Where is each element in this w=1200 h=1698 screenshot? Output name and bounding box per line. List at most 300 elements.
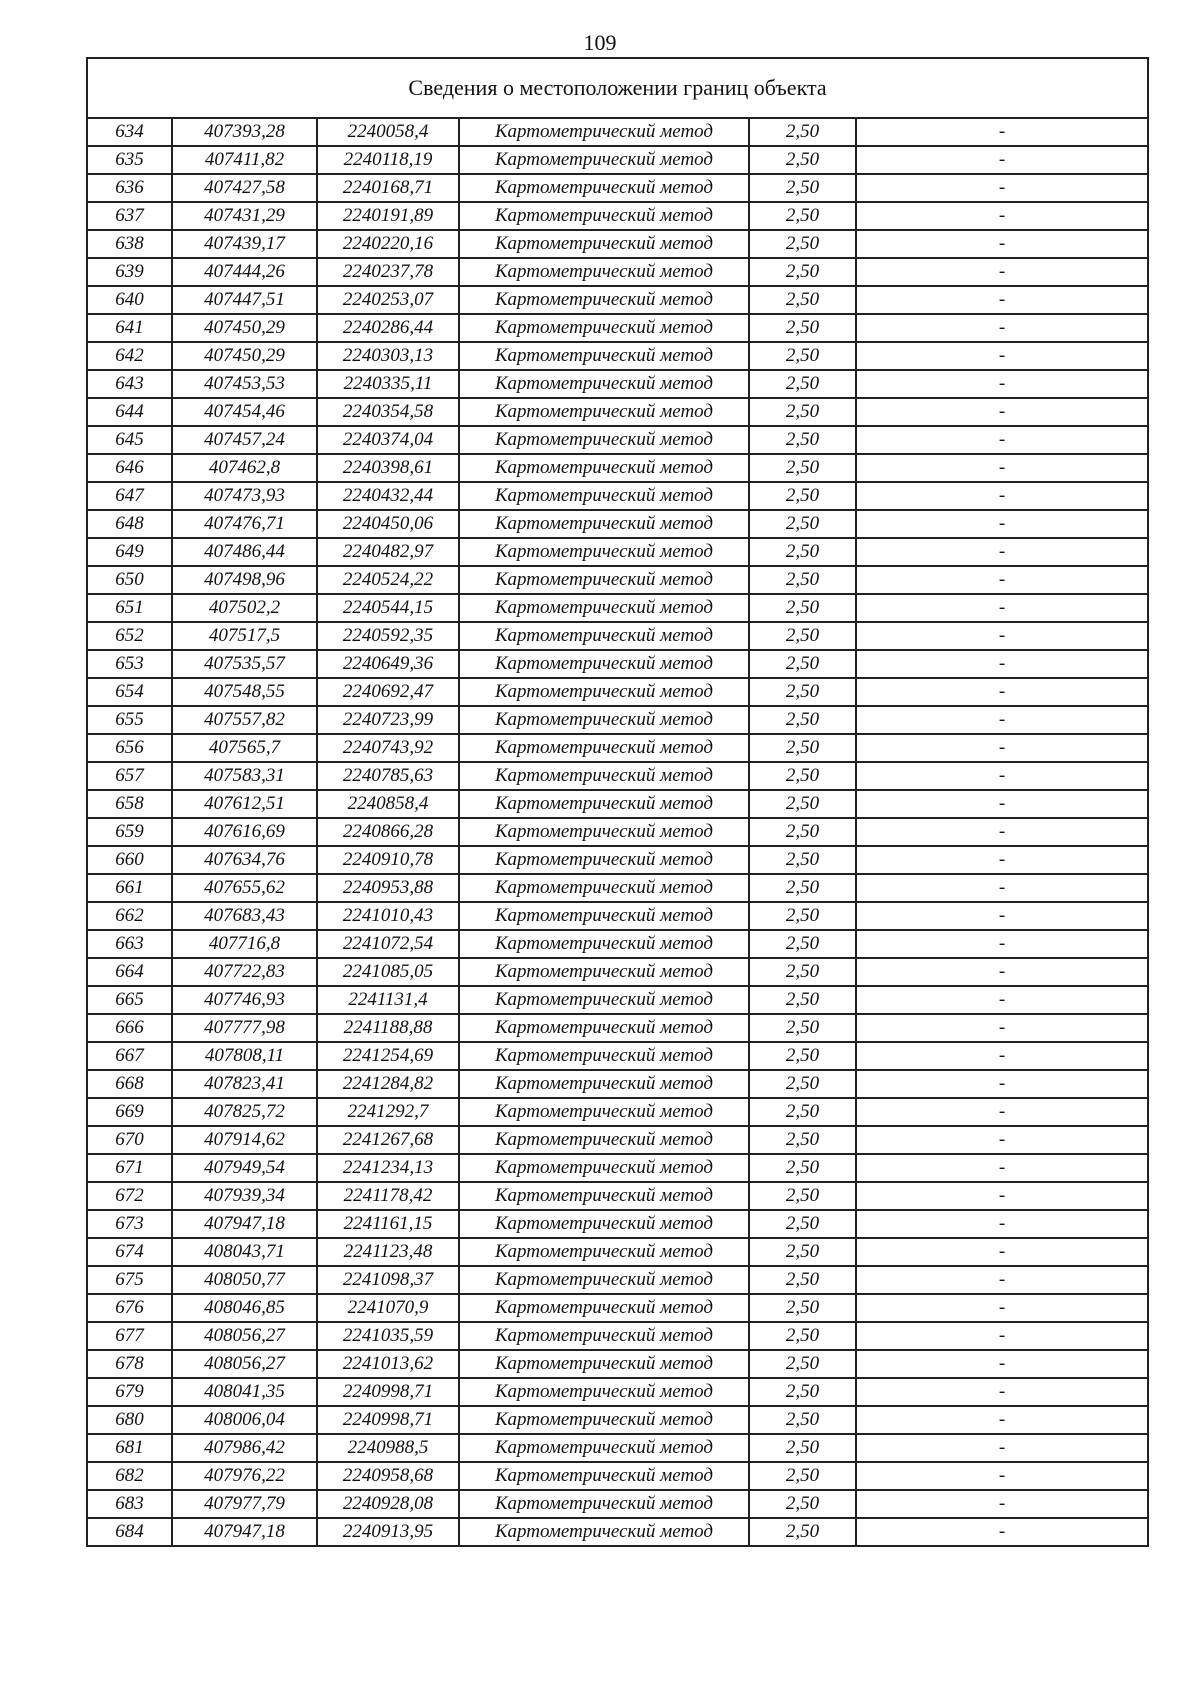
method-cell: Картометрический метод [459,342,749,370]
point-number-cell: 672 [87,1182,172,1210]
y-coordinate-cell: 2241072,54 [317,930,459,958]
table-row [87,454,1148,482]
point-number-cell: 670 [87,1126,172,1154]
y-coordinate-cell: 2240988,5 [317,1434,459,1462]
description-cell: - [856,902,1148,930]
table-row [87,734,1148,762]
table-row [87,398,1148,426]
description-cell: - [856,398,1148,426]
y-coordinate-cell: 2240910,78 [317,846,459,874]
table-row [87,146,1148,174]
description-cell: - [856,202,1148,230]
table-row [87,510,1148,538]
description-cell: - [856,1518,1148,1546]
precision-cell: 2,50 [749,1210,856,1238]
precision-cell: 2,50 [749,1294,856,1322]
table-row [87,1266,1148,1294]
method-cell: Картометрический метод [459,678,749,706]
description-cell: - [856,790,1148,818]
x-coordinate-cell: 407462,8 [172,454,317,482]
description-cell: - [856,958,1148,986]
method-cell: Картометрический метод [459,1238,749,1266]
x-coordinate-cell: 407655,62 [172,874,317,902]
point-number-cell: 662 [87,902,172,930]
x-coordinate-cell: 407453,53 [172,370,317,398]
method-cell: Картометрический метод [459,1406,749,1434]
point-number-cell: 683 [87,1490,172,1518]
x-coordinate-cell: 407427,58 [172,174,317,202]
precision-cell: 2,50 [749,902,856,930]
method-cell: Картометрический метод [459,566,749,594]
x-coordinate-cell: 407777,98 [172,1014,317,1042]
method-cell: Картометрический метод [459,902,749,930]
table-row [87,1042,1148,1070]
y-coordinate-cell: 2241161,15 [317,1210,459,1238]
x-coordinate-cell: 407439,17 [172,230,317,258]
point-number-cell: 647 [87,482,172,510]
caption-row [87,58,1148,118]
description-cell: - [856,1406,1148,1434]
x-coordinate-cell: 407457,24 [172,426,317,454]
precision-cell: 2,50 [749,118,856,146]
description-cell: - [856,930,1148,958]
precision-cell: 2,50 [749,1266,856,1294]
method-cell: Картометрический метод [459,1378,749,1406]
x-coordinate-cell: 408050,77 [172,1266,317,1294]
x-coordinate-cell: 407411,82 [172,146,317,174]
precision-cell: 2,50 [749,958,856,986]
point-number-cell: 645 [87,426,172,454]
x-coordinate-cell: 407393,28 [172,118,317,146]
x-coordinate-cell: 407548,55 [172,678,317,706]
precision-cell: 2,50 [749,790,856,818]
precision-cell: 2,50 [749,1014,856,1042]
y-coordinate-cell: 2240928,08 [317,1490,459,1518]
y-coordinate-cell: 2240866,28 [317,818,459,846]
x-coordinate-cell: 408056,27 [172,1350,317,1378]
point-number-cell: 684 [87,1518,172,1546]
point-number-cell: 649 [87,538,172,566]
y-coordinate-cell: 2240958,68 [317,1462,459,1490]
precision-cell: 2,50 [749,762,856,790]
precision-cell: 2,50 [749,1462,856,1490]
table-row [87,958,1148,986]
point-number-cell: 665 [87,986,172,1014]
y-coordinate-cell: 2240998,71 [317,1378,459,1406]
y-coordinate-cell: 2241085,05 [317,958,459,986]
precision-cell: 2,50 [749,482,856,510]
y-coordinate-cell: 2240785,63 [317,762,459,790]
point-number-cell: 669 [87,1098,172,1126]
x-coordinate-cell: 407939,34 [172,1182,317,1210]
description-cell: - [856,1154,1148,1182]
precision-cell: 2,50 [749,1350,856,1378]
description-cell: - [856,146,1148,174]
point-number-cell: 655 [87,706,172,734]
y-coordinate-cell: 2240118,19 [317,146,459,174]
precision-cell: 2,50 [749,1518,856,1546]
method-cell: Картометрический метод [459,370,749,398]
table-row [87,1378,1148,1406]
x-coordinate-cell: 407746,93 [172,986,317,1014]
description-cell: - [856,1070,1148,1098]
y-coordinate-cell: 2240998,71 [317,1406,459,1434]
table-row [87,1210,1148,1238]
description-cell: - [856,594,1148,622]
table-row [87,1294,1148,1322]
table-row [87,678,1148,706]
table-row [87,1322,1148,1350]
precision-cell: 2,50 [749,1070,856,1098]
method-cell: Картометрический метод [459,202,749,230]
y-coordinate-cell: 2241188,88 [317,1014,459,1042]
method-cell: Картометрический метод [459,314,749,342]
point-number-cell: 636 [87,174,172,202]
method-cell: Картометрический метод [459,1126,749,1154]
description-cell: - [856,370,1148,398]
description-cell: - [856,1126,1148,1154]
method-cell: Картометрический метод [459,538,749,566]
y-coordinate-cell: 2241292,7 [317,1098,459,1126]
method-cell: Картометрический метод [459,1014,749,1042]
point-number-cell: 675 [87,1266,172,1294]
precision-cell: 2,50 [749,874,856,902]
precision-cell: 2,50 [749,1238,856,1266]
x-coordinate-cell: 407535,57 [172,650,317,678]
method-cell: Картометрический метод [459,510,749,538]
y-coordinate-cell: 2240649,36 [317,650,459,678]
precision-cell: 2,50 [749,1182,856,1210]
precision-cell: 2,50 [749,986,856,1014]
x-coordinate-cell: 407977,79 [172,1490,317,1518]
method-cell: Картометрический метод [459,790,749,818]
point-number-cell: 646 [87,454,172,482]
description-cell: - [856,1462,1148,1490]
method-cell: Картометрический метод [459,1462,749,1490]
point-number-cell: 661 [87,874,172,902]
y-coordinate-cell: 2240220,16 [317,230,459,258]
precision-cell: 2,50 [749,1126,856,1154]
point-number-cell: 653 [87,650,172,678]
method-cell: Картометрический метод [459,706,749,734]
y-coordinate-cell: 2240913,95 [317,1518,459,1546]
x-coordinate-cell: 407473,93 [172,482,317,510]
x-coordinate-cell: 407716,8 [172,930,317,958]
table-row [87,370,1148,398]
precision-cell: 2,50 [749,734,856,762]
y-coordinate-cell: 2240191,89 [317,202,459,230]
method-cell: Картометрический метод [459,1154,749,1182]
method-cell: Картометрический метод [459,1210,749,1238]
x-coordinate-cell: 407502,2 [172,594,317,622]
y-coordinate-cell: 2240303,13 [317,342,459,370]
point-number-cell: 667 [87,1042,172,1070]
x-coordinate-cell: 407565,7 [172,734,317,762]
point-number-cell: 674 [87,1238,172,1266]
precision-cell: 2,50 [749,146,856,174]
description-cell: - [856,566,1148,594]
method-cell: Картометрический метод [459,818,749,846]
point-number-cell: 644 [87,398,172,426]
table-row [87,174,1148,202]
point-number-cell: 648 [87,510,172,538]
description-cell: - [856,874,1148,902]
x-coordinate-cell: 407808,11 [172,1042,317,1070]
y-coordinate-cell: 2241284,82 [317,1070,459,1098]
point-number-cell: 657 [87,762,172,790]
precision-cell: 2,50 [749,1322,856,1350]
point-number-cell: 639 [87,258,172,286]
precision-cell: 2,50 [749,286,856,314]
table-row [87,314,1148,342]
method-cell: Картометрический метод [459,454,749,482]
method-cell: Картометрический метод [459,1490,749,1518]
table-row [87,1434,1148,1462]
table-row [87,1462,1148,1490]
method-cell: Картометрический метод [459,874,749,902]
description-cell: - [856,230,1148,258]
method-cell: Картометрический метод [459,1434,749,1462]
precision-cell: 2,50 [749,846,856,874]
point-number-cell: 654 [87,678,172,706]
x-coordinate-cell: 407486,44 [172,538,317,566]
point-number-cell: 656 [87,734,172,762]
x-coordinate-cell: 407986,42 [172,1434,317,1462]
x-coordinate-cell: 408041,35 [172,1378,317,1406]
point-number-cell: 652 [87,622,172,650]
x-coordinate-cell: 407825,72 [172,1098,317,1126]
x-coordinate-cell: 407450,29 [172,314,317,342]
table-row [87,1238,1148,1266]
precision-cell: 2,50 [749,706,856,734]
x-coordinate-cell: 408006,04 [172,1406,317,1434]
point-number-cell: 678 [87,1350,172,1378]
table-row [87,1098,1148,1126]
method-cell: Картометрический метод [459,986,749,1014]
table-row [87,902,1148,930]
description-cell: - [856,314,1148,342]
y-coordinate-cell: 2240354,58 [317,398,459,426]
table-row [87,286,1148,314]
y-coordinate-cell: 2241254,69 [317,1042,459,1070]
table-caption: Сведения о местоположении границ объекта [87,58,1148,118]
table-row [87,230,1148,258]
description-cell: - [856,1098,1148,1126]
method-cell: Картометрический метод [459,594,749,622]
table-row [87,1518,1148,1546]
point-number-cell: 668 [87,1070,172,1098]
precision-cell: 2,50 [749,510,856,538]
y-coordinate-cell: 2241098,37 [317,1266,459,1294]
description-cell: - [856,1322,1148,1350]
y-coordinate-cell: 2240544,15 [317,594,459,622]
method-cell: Картометрический метод [459,958,749,986]
y-coordinate-cell: 2240858,4 [317,790,459,818]
precision-cell: 2,50 [749,930,856,958]
method-cell: Картометрический метод [459,1294,749,1322]
y-coordinate-cell: 2240398,61 [317,454,459,482]
precision-cell: 2,50 [749,566,856,594]
x-coordinate-cell: 407557,82 [172,706,317,734]
x-coordinate-cell: 408046,85 [172,1294,317,1322]
y-coordinate-cell: 2241010,43 [317,902,459,930]
precision-cell: 2,50 [749,594,856,622]
precision-cell: 2,50 [749,174,856,202]
table-row [87,118,1148,146]
precision-cell: 2,50 [749,1378,856,1406]
table-row [87,1154,1148,1182]
description-cell: - [856,986,1148,1014]
point-number-cell: 638 [87,230,172,258]
method-cell: Картометрический метод [459,174,749,202]
x-coordinate-cell: 407616,69 [172,818,317,846]
description-cell: - [856,1182,1148,1210]
method-cell: Картометрический метод [459,286,749,314]
precision-cell: 2,50 [749,1154,856,1182]
x-coordinate-cell: 407454,46 [172,398,317,426]
description-cell: - [856,1378,1148,1406]
table-row [87,706,1148,734]
point-number-cell: 634 [87,118,172,146]
precision-cell: 2,50 [749,1406,856,1434]
table-row [87,790,1148,818]
table-row [87,874,1148,902]
description-cell: - [856,174,1148,202]
method-cell: Картометрический метод [459,1042,749,1070]
table-body [87,58,1148,1546]
x-coordinate-cell: 407447,51 [172,286,317,314]
precision-cell: 2,50 [749,1098,856,1126]
description-cell: - [856,1266,1148,1294]
y-coordinate-cell: 2241234,13 [317,1154,459,1182]
description-cell: - [856,118,1148,146]
description-cell: - [856,846,1148,874]
table-row [87,1070,1148,1098]
y-coordinate-cell: 2240482,97 [317,538,459,566]
description-cell: - [856,650,1148,678]
table-row [87,762,1148,790]
x-coordinate-cell: 407823,41 [172,1070,317,1098]
y-coordinate-cell: 2241035,59 [317,1322,459,1350]
precision-cell: 2,50 [749,314,856,342]
y-coordinate-cell: 2240692,47 [317,678,459,706]
description-cell: - [856,426,1148,454]
point-number-cell: 658 [87,790,172,818]
point-number-cell: 651 [87,594,172,622]
method-cell: Картометрический метод [459,1518,749,1546]
x-coordinate-cell: 407612,51 [172,790,317,818]
method-cell: Картометрический метод [459,650,749,678]
precision-cell: 2,50 [749,454,856,482]
description-cell: - [856,482,1148,510]
table-row [87,1014,1148,1042]
precision-cell: 2,50 [749,342,856,370]
x-coordinate-cell: 407949,54 [172,1154,317,1182]
x-coordinate-cell: 407634,76 [172,846,317,874]
precision-cell: 2,50 [749,1490,856,1518]
x-coordinate-cell: 407450,29 [172,342,317,370]
method-cell: Картометрический метод [459,1182,749,1210]
y-coordinate-cell: 2240450,06 [317,510,459,538]
table-row [87,1182,1148,1210]
description-cell: - [856,622,1148,650]
y-coordinate-cell: 2240058,4 [317,118,459,146]
description-cell: - [856,454,1148,482]
y-coordinate-cell: 2240432,44 [317,482,459,510]
description-cell: - [856,1042,1148,1070]
table-row [87,426,1148,454]
method-cell: Картометрический метод [459,846,749,874]
precision-cell: 2,50 [749,678,856,706]
method-cell: Картометрический метод [459,482,749,510]
point-number-cell: 660 [87,846,172,874]
description-cell: - [856,1490,1148,1518]
method-cell: Картометрический метод [459,1070,749,1098]
table-row [87,202,1148,230]
point-number-cell: 671 [87,1154,172,1182]
x-coordinate-cell: 407914,62 [172,1126,317,1154]
table-row [87,1126,1148,1154]
x-coordinate-cell: 407683,43 [172,902,317,930]
y-coordinate-cell: 2240168,71 [317,174,459,202]
method-cell: Картометрический метод [459,258,749,286]
method-cell: Картометрический метод [459,1266,749,1294]
y-coordinate-cell: 2240286,44 [317,314,459,342]
y-coordinate-cell: 2240253,07 [317,286,459,314]
table-row [87,1490,1148,1518]
description-cell: - [856,706,1148,734]
method-cell: Картометрический метод [459,426,749,454]
table-row [87,818,1148,846]
precision-cell: 2,50 [749,426,856,454]
description-cell: - [856,538,1148,566]
precision-cell: 2,50 [749,258,856,286]
method-cell: Картометрический метод [459,1322,749,1350]
point-number-cell: 666 [87,1014,172,1042]
point-number-cell: 663 [87,930,172,958]
table-row [87,622,1148,650]
x-coordinate-cell: 407431,29 [172,202,317,230]
point-number-cell: 650 [87,566,172,594]
page-number: 109 [583,30,617,55]
precision-cell: 2,50 [749,202,856,230]
x-coordinate-cell: 407476,71 [172,510,317,538]
point-number-cell: 641 [87,314,172,342]
point-number-cell: 676 [87,1294,172,1322]
description-cell: - [856,1350,1148,1378]
x-coordinate-cell: 407583,31 [172,762,317,790]
precision-cell: 2,50 [749,370,856,398]
y-coordinate-cell: 2240723,99 [317,706,459,734]
y-coordinate-cell: 2240374,04 [317,426,459,454]
description-cell: - [856,510,1148,538]
table-row [87,1350,1148,1378]
method-cell: Картометрический метод [459,146,749,174]
point-number-cell: 642 [87,342,172,370]
precision-cell: 2,50 [749,818,856,846]
point-number-cell: 637 [87,202,172,230]
table-row [87,342,1148,370]
table-row [87,1406,1148,1434]
precision-cell: 2,50 [749,230,856,258]
table-row [87,538,1148,566]
point-number-cell: 635 [87,146,172,174]
point-number-cell: 673 [87,1210,172,1238]
precision-cell: 2,50 [749,538,856,566]
point-number-cell: 659 [87,818,172,846]
description-cell: - [856,286,1148,314]
table-row [87,482,1148,510]
